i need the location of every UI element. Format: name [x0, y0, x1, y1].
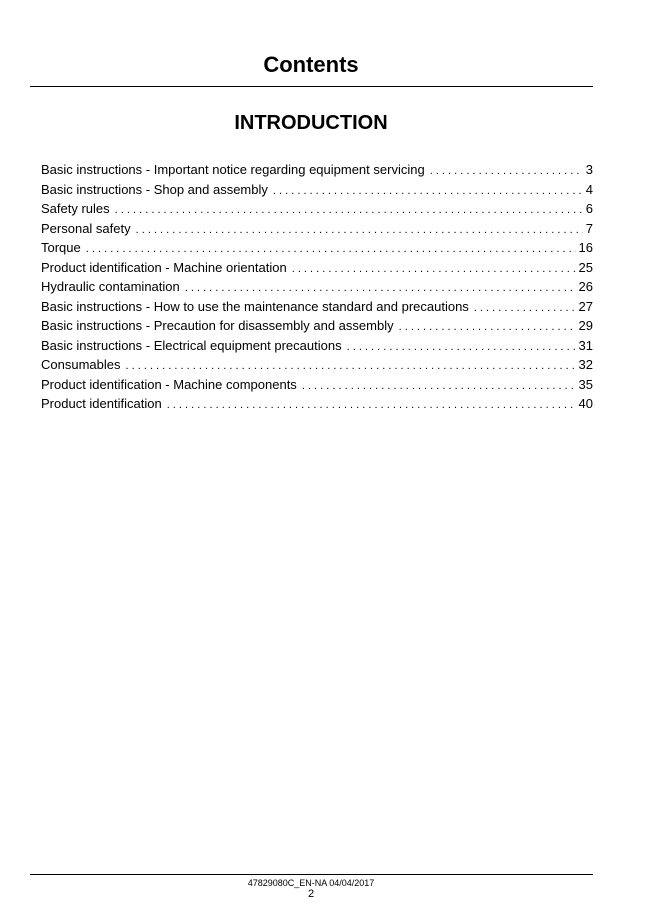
- dot-leader: [347, 338, 576, 358]
- toc-entry-13[interactable]: [41, 394, 593, 414]
- toc-entry-page: 40: [578, 396, 593, 411]
- footer-divider: [30, 874, 593, 875]
- toc-entry-page: 27: [578, 298, 593, 314]
- toc-entry-page: 6: [585, 201, 593, 216]
- toc-entry-2[interactable]: [41, 180, 593, 200]
- toc-entry-label: Torque: [41, 240, 81, 255]
- toc-entry-9[interactable]: [41, 316, 593, 336]
- toc-entry-page: 32: [578, 357, 593, 372]
- dot-leader: [273, 182, 583, 202]
- dot-leader: [474, 299, 576, 319]
- footer-document-code: 47829080C_EN-NA 04/04/2017: [247, 878, 375, 888]
- toc-entry-11[interactable]: [41, 355, 593, 375]
- toc-entry-page: 16: [578, 240, 593, 255]
- dot-leader: [399, 318, 576, 338]
- toc-entry-label: Product identification: [41, 396, 162, 411]
- toc-entry-label: Safety rules: [41, 201, 110, 216]
- toc-entry-label: Basic instructions - Important notice regarding equipment servicing: [41, 162, 425, 177]
- toc-entry-label: Basic instructions - Shop and assembly: [41, 181, 268, 197]
- toc-entry-1[interactable]: [41, 160, 593, 180]
- footer-page-number: 2: [307, 888, 315, 900]
- toc-entry-label: Basic instructions - Electrical equipment precautions: [41, 337, 342, 353]
- toc-entry-page: 29: [578, 318, 593, 333]
- toc-entry-label: Hydraulic contamination: [41, 279, 180, 294]
- toc-entry-label: Basic instructions - How to use the maintenance standard and precautions: [41, 298, 469, 314]
- toc-entry-page: 3: [585, 162, 593, 177]
- section-heading: INTRODUCTION: [234, 112, 388, 134]
- toc-entry-5[interactable]: [41, 238, 593, 258]
- toc-entry-8[interactable]: [41, 297, 593, 317]
- dot-leader: [167, 396, 576, 416]
- toc-entry-label: Basic instructions - Precaution for disassembly and assembly: [41, 318, 394, 333]
- page-title: Contents: [263, 52, 359, 77]
- toc-entry-page: 26: [578, 279, 593, 294]
- dot-leader: [430, 162, 583, 182]
- toc-entry-label: Personal safety: [41, 220, 131, 236]
- toc-entry-page: 31: [578, 337, 593, 353]
- dot-leader: [302, 377, 576, 397]
- dot-leader: [292, 260, 576, 280]
- toc-entry-label: Product identification - Machine components: [41, 376, 297, 392]
- toc-entry-12[interactable]: [41, 375, 593, 395]
- toc-entry-3[interactable]: [41, 199, 593, 219]
- toc-entry-page: 7: [585, 220, 593, 236]
- toc-entry-7[interactable]: [41, 277, 593, 297]
- toc-entry-label: Product identification - Machine orientation: [41, 259, 287, 275]
- dot-leader: [136, 221, 583, 241]
- toc-entry-page: 4: [585, 181, 593, 197]
- dot-leader: [115, 201, 583, 221]
- title-divider: [30, 86, 593, 87]
- toc-entry-4[interactable]: [41, 219, 593, 239]
- toc-entry-page: 35: [578, 376, 593, 392]
- toc-entry-10[interactable]: [41, 336, 593, 356]
- toc-entry-label: Consumables: [41, 357, 121, 372]
- table-of-contents: [41, 160, 593, 414]
- toc-entry-6[interactable]: [41, 258, 593, 278]
- toc-entry-page: 25: [578, 259, 593, 275]
